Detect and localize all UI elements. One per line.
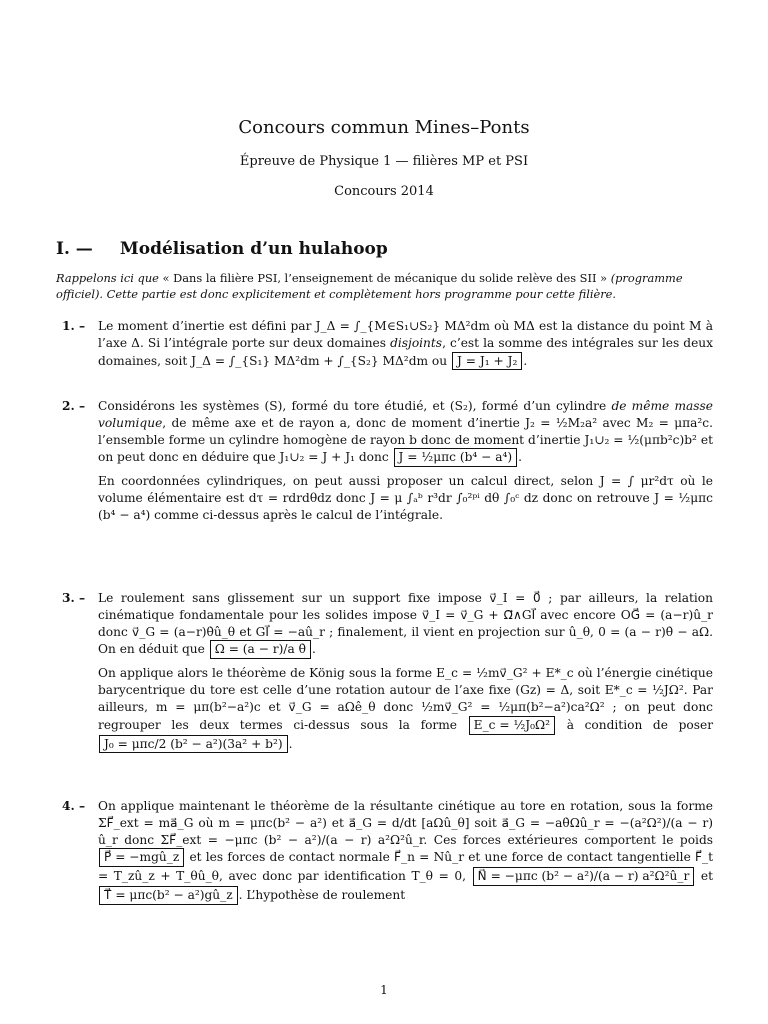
question-3-inertia-box: J₀ = μπc/2 (b² − a²)(3a² + b²) <box>99 735 288 754</box>
intro-text-2: (programme officiel). Cette partie est donc explicitement et complètement hors programme pour cette filière. <box>56 271 683 301</box>
question-2 <box>56 398 713 524</box>
page-number: 1 <box>380 983 388 997</box>
document-title: Concours commun Mines–Ponts <box>238 117 530 138</box>
question-1-number: 1. – <box>62 319 86 333</box>
question-2-text-a: Considérons les systèmes (S), formé du tore étudié, et (S₂), formé d’un cylindre <box>98 399 607 413</box>
question-2-number: 2. – <box>62 399 86 413</box>
question-1-disjoint: disjoints <box>390 335 443 350</box>
question-4-number: 4. – <box>62 799 86 813</box>
question-3-paragraph-2: On applique alors le théorème de König sous la forme E_c = ½mv⃗_G² + E*_c où l’énergie cinétique barycentrique du tore est celle d’une rotation autour de l’axe fixe (Gz) = Δ, soit E*_c = ½JΩ². Par ailleurs, m = μπ(b²−a²)c et v⃗_G = aΩê_θ donc ½mv⃗_G² = ½μπ(b²−a²)ca²Ω² ; on peut donc regrouper les deux termes ci-dessus sous la forme E_c = ½J₀Ω² à condition de poser J₀ = μπc/2 (b² − a²)(3a² + b²) . <box>98 665 713 753</box>
question-2-emphasis: de même masse volumique <box>98 399 713 430</box>
question-2-body: Considérons les systèmes (S), formé du tore étudié, et (S₂), formé d’un cylindre de même masse volumique, de même axe et de rayon a, donc de moment d’inertie J₂ = ½M₂a² avec M₂ = μπa²c. l’ensemble forme un cylindre homogène de rayon b donc de moment d’inertie J₁∪₂ = ½(μπb²c)b² et on peut donc en déduire que J₁∪₂ = J + J₁ donc J = ½μπc (b⁴ − a⁴) . <box>98 398 713 467</box>
document-header <box>0 116 768 201</box>
section-number: I. — <box>56 239 93 259</box>
question-1-line-1: Le moment d’inertie est défini par J_Δ = ∫_{M∈S₁∪S₂} MΔ²dm où MΔ est la distance du point M à l’axe Δ. Si l’intégrale porte sur deux domaines <box>98 319 713 350</box>
intro-quote: « Dans la filière PSI, l’enseignement de mécanique du solide relève des SII » <box>162 271 608 285</box>
question-3-number: 3. – <box>62 591 86 605</box>
question-2-result-box: J = ½μπc (b⁴ − a⁴) <box>394 448 518 467</box>
question-3 <box>56 590 713 753</box>
question-4-text-2: et les forces de contact normale F⃗_n = Nû_r et une force de contact tangentielle F⃗_t = T_zû_z + T_θû_θ, avec donc par identification T_θ = 0, <box>98 850 714 884</box>
question-3-body: Le roulement sans glissement sur un support fixe impose v⃗_I = 0⃗ ; par ailleurs, la relation cinématique fondamentale pour les solides impose v⃗_I = v⃗_G + Ω⃗∧GI⃗ avec encore OG⃗ = (a−r)û_r donc v⃗_G = (a−r)θ̇û_θ et GI⃗ = −aû_r ; finalement, il vient en projection sur û_θ, 0 = (a − r)θ̇ − aΩ. On en déduit que Ω = (a − r)/a θ̇ . <box>98 590 713 659</box>
section-title: Modélisation d’un hulahoop <box>119 239 388 259</box>
question-1-line-2: , c’est la somme des intégrales sur les deux domaines, soit J_Δ = ∫_{S₁} MΔ²dm + ∫_{S₂} MΔ²dm ou <box>98 335 713 368</box>
question-1-result-box: J = J₁ + J₂ <box>452 352 522 371</box>
question-3-result-box: Ω = (a − r)/a θ̇ <box>210 640 311 659</box>
question-2-paragraph-2: En coordonnées cylindriques, on peut aussi proposer un calcul direct, selon J = ∫ μr²dτ où le volume élémentaire est dτ = rdrdθdz donc J = μ ∫ₐᵇ r³dr ∫₀²ᵖⁱ dθ ∫₀ᶜ dz donc on retrouve J = ½μπc (b⁴ − a⁴) comme ci-dessus après le calcul de l’intégrale. <box>98 474 713 522</box>
question-4-tangential-force-box: T⃗ = μπc(b² − a²)gû_z <box>99 886 238 905</box>
question-4-text-3: . L’hypothèse de roulement <box>238 888 406 903</box>
document-subtitle: Épreuve de Physique 1 — filières MP et PSI <box>239 153 529 169</box>
question-4 <box>56 798 713 905</box>
question-1 <box>56 318 713 370</box>
section-heading <box>56 238 388 261</box>
question-3-paragraph-2-text: On applique alors le théorème de König sous la forme E_c = ½mv⃗_G² + E*_c où l’énergie cinétique barycentrique du tore est celle d’une rotation autour de l’axe fixe (Gz) = Δ, soit E*_c = ½JΩ². Par ailleurs, m = μπ(b²−a²)c et v⃗_G = aΩê_θ donc ½mv⃗_G² = ½μπ(b²−a²)ca²Ω² ; on peut donc regrouper les deux termes ci-dessus sous la forme <box>98 666 713 732</box>
question-4-body <box>98 798 713 905</box>
document-year: Concours 2014 <box>334 183 434 199</box>
question-3-paragraph-2b: à condition de poser <box>566 717 714 732</box>
question-4-normal-force-box: N⃗ = −μπc (b² − a²)/(a − r) a²Ω²û_r <box>473 867 695 886</box>
question-1-body: Le moment d’inertie est défini par J_Δ = ∫_{M∈S₁∪S₂} MΔ²dm où MΔ est la distance du point M à l’axe Δ. Si l’intégrale porte sur deux domaines disjoints, c’est la somme des intégrales sur les deux domaines, soit J_Δ = ∫_{S₁} MΔ²dm + ∫_{S₂} MΔ²dm ou J = J₁ + J₂ . <box>98 318 713 370</box>
question-4-text: On applique maintenant le théorème de la résultante cinétique au tore en rotation, sous la forme ΣF⃗_ext = ma⃗_G où m = μπc(b² − a²) et a⃗_G = d/dt [aΩû_θ] soit a⃗_G = −aθ̇Ωû_r = −(a²Ω²)/(a − r) û_r donc ΣF⃗_ext = −μπc (b² − a²)/(a − r) a²Ω²û_r. Ces forces extérieures comportent le poids <box>98 799 713 847</box>
question-3-text: Le roulement sans glissement sur un support fixe impose v⃗_I = 0⃗ ; par ailleurs, la relation cinématique fondamentale pour les solides impose v⃗_I = v⃗_G + Ω⃗∧GI⃗ avec encore OG⃗ = (a−r)û_r donc v⃗_G = (a−r)θ̇û_θ et GI⃗ = −aû_r ; finalement, il vient en projection sur û_θ, 0 = (a − r)θ̇ − aΩ. On en déduit que <box>98 591 713 657</box>
question-4-and: et <box>700 869 714 884</box>
intro-text-1: Rappelons ici que <box>56 271 159 285</box>
intro-paragraph <box>56 271 713 302</box>
question-2-text-b: , de même axe et de rayon a, donc de moment d’inertie J₂ = ½M₂a² avec M₂ = μπa²c. l’ensemble forme un cylindre homogène de rayon b donc de moment d’inertie J₁∪₂ = ½(μπb²c)b² et on peut donc en déduire que J₁∪₂ = J + J₁ donc <box>98 415 713 465</box>
question-4-weight-box: P⃗ = −mgû_z <box>99 848 184 867</box>
question-3-energy-box: E_c = ½J₀Ω² <box>469 716 555 735</box>
